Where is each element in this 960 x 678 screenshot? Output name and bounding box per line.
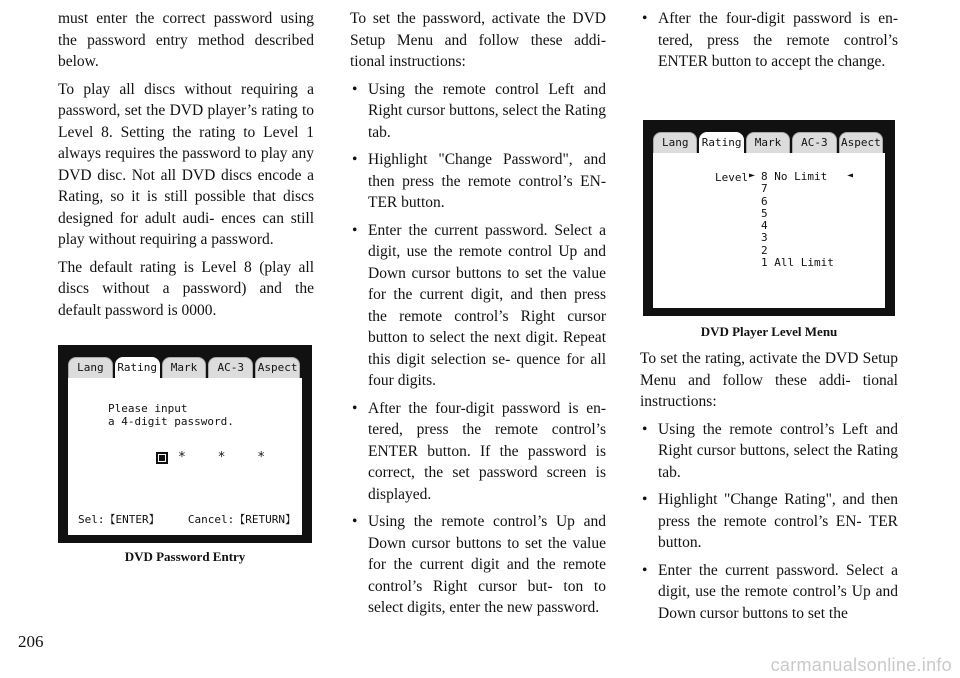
password-digits <box>156 450 277 465</box>
screen-panel <box>68 378 302 535</box>
instruction-list <box>640 8 898 73</box>
password-entry-screen <box>58 345 312 543</box>
level-item: 1 All Limit <box>761 256 834 270</box>
prompt-line: Please input <box>108 402 188 415</box>
arrow-left-icon: ◄ <box>847 170 854 181</box>
column-3-lower <box>640 348 898 630</box>
cursor-box-icon <box>156 452 168 464</box>
list-item: • Highlight "Change Password", and then press the remote control’s EN- TER button. <box>350 149 606 214</box>
instruction-list <box>350 79 606 619</box>
paragraph: To set the password, activate the DVD Setup Menu and follow these addi- tional instructions: <box>350 10 606 70</box>
list-item: • Enter the current password. Select a digit, use the remote control’s Up and Down cursor buttons to set the <box>640 560 898 625</box>
screen-tabs <box>653 132 885 154</box>
column-2 <box>350 8 606 625</box>
paragraph: must enter the correct password using the password entry method described below. <box>58 10 314 70</box>
instruction-list <box>640 419 898 625</box>
list-item: • After the four-digit password is en- tered, press the remote control’s ENTER button. If the password is correct, the set password screen is displayed. <box>350 398 606 506</box>
level-item: 4 <box>761 219 768 233</box>
list-item: • Using the remote control’s Left and Right cursor buttons, select the Rating tab. <box>640 419 898 484</box>
password-prompt <box>108 402 234 428</box>
list-item: • Using the remote control’s Up and Down cursor buttons to set the value for the current digit and the remote control’s Right cursor but- ton to select digits, enter the new password. <box>350 511 606 619</box>
level-item: 6 <box>761 194 768 208</box>
column-1 <box>58 8 314 327</box>
level-menu-screen <box>643 120 895 316</box>
column-3 <box>640 8 898 79</box>
level-item: 3 <box>761 231 768 245</box>
tab-ac3: AC-3 <box>792 132 836 154</box>
list-item: • Enter the current password. Select a digit, use the remote control Up and Down cursor buttons to set the value for the current digit, and then press the remote control’s Right cursor button to select the next digit. Repeat this digit selection se- quence for all four digits. <box>350 220 606 392</box>
masked-digits: * * * <box>178 450 278 465</box>
screen-tabs <box>68 357 302 379</box>
tab-rating: Rating <box>115 357 160 379</box>
level-item: 8 No Limit <box>761 170 828 183</box>
paragraph: To set the rating, activate the DVD Setup Menu and follow these addi- tional instructions: <box>640 350 898 410</box>
level-list <box>761 171 834 269</box>
paragraph: To play all discs without requiring a password, set the DVD player’s rating to Level 8. Setting the rating to Level 1 always requires the password to play any DVD disc. Not all DVD discs encode a Rating, so it is still possible that discs designed for adult audi- ences can still play without requiring a password. <box>58 80 314 248</box>
arrow-right-icon: ► <box>749 170 756 181</box>
level-item: 7 <box>761 182 768 196</box>
tab-rating: Rating <box>699 132 743 154</box>
prompt-line: a 4-digit password. <box>108 415 234 428</box>
figure-caption: DVD Password Entry <box>124 549 246 564</box>
list-item: • Highlight "Change Rating", and then press the remote control’s EN- TER button. <box>640 489 898 554</box>
level-item: 5 <box>761 206 768 220</box>
tab-mark: Mark <box>746 132 790 154</box>
select-hint: Sel:【ENTER】 <box>78 513 160 526</box>
level-label: Level <box>715 171 749 184</box>
tab-ac3: AC-3 <box>208 357 253 379</box>
page-number: 206 <box>18 632 44 651</box>
screen-panel <box>653 153 885 308</box>
tab-lang: Lang <box>68 357 113 379</box>
figure-caption: DVD Player Level Menu <box>700 324 838 339</box>
tab-aspect: Aspect <box>839 132 883 154</box>
tab-mark: Mark <box>162 357 207 379</box>
watermark: carmanualsonline.info <box>770 655 952 675</box>
tab-lang: Lang <box>653 132 697 154</box>
level-item: 2 <box>761 243 768 257</box>
cancel-hint: Cancel:【RETURN】 <box>187 513 296 526</box>
list-item: • After the four-digit password is en- tered, press the remote control’s ENTER button to accept the change. <box>640 8 898 73</box>
list-item: • Using the remote control Left and Right cursor buttons, select the Rating tab. <box>350 79 606 144</box>
tab-aspect: Aspect <box>255 357 300 379</box>
paragraph: The default rating is Level 8 (play all discs without a password) and the default password is 0000. <box>58 258 314 319</box>
